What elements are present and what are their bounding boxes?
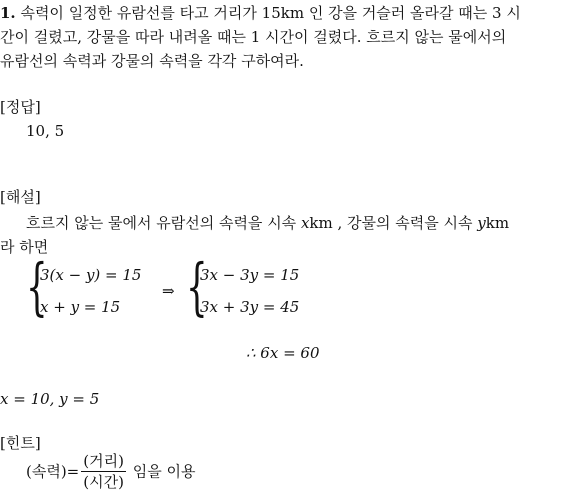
explanation-heading: [해설] [0, 188, 41, 206]
explanation-text-b: km , 강물의 속력을 시속 [309, 214, 478, 232]
problem-line-3: 유람선의 속력과 강물의 속력을 각각 구하여라. [0, 52, 304, 70]
system1-eq2: x + y = 15 [40, 298, 121, 316]
hint-numerator: (거리) [83, 452, 124, 470]
variable-x: x [300, 214, 310, 232]
answer-value: 10, 5 [26, 122, 65, 140]
problem-number: 1. [0, 4, 16, 22]
hint-lhs: (속력)= [26, 462, 80, 481]
hint-formula [26, 452, 195, 491]
problem-line-2: 간이 걸렸고, 강물을 따라 내려올 때는 1 시간이 걸렸다. 흐르지 않는 물에서의 [0, 28, 507, 46]
explanation-line-2: 라 하면 [0, 238, 49, 256]
system2-eq2: 3x + 3y = 45 [200, 298, 300, 316]
result-line: x = 10, y = 5 [0, 390, 100, 408]
hint-denominator: (시간) [83, 473, 124, 491]
hint-heading: [힌트] [0, 434, 41, 452]
answer-heading: [정답] [0, 98, 41, 116]
left-brace-2: { [186, 250, 208, 323]
system2-eq1: 3x − 3y = 15 [200, 266, 300, 284]
problem-line-1 [0, 2, 521, 24]
explanation-text-c: km [485, 214, 510, 232]
explanation-line-1 [26, 212, 509, 234]
implies-arrow: ⇒ [162, 282, 175, 300]
explanation-text-a: 흐르지 않는 물에서 유람선의 속력을 시속 [26, 214, 301, 232]
system1-eq1: 3(x − y) = 15 [40, 266, 142, 284]
hint-fraction [81, 452, 126, 491]
left-brace-1: { [26, 250, 48, 323]
hint-suffix: 임을 이용 [132, 462, 196, 481]
variable-y: y [477, 214, 486, 232]
problem-text-1: 속력이 일정한 유람선를 타고 거리가 15km 인 강을 거슬러 올라갈 때는 3 시 [20, 4, 521, 22]
therefore-line: ∴ 6x = 60 [246, 344, 320, 362]
